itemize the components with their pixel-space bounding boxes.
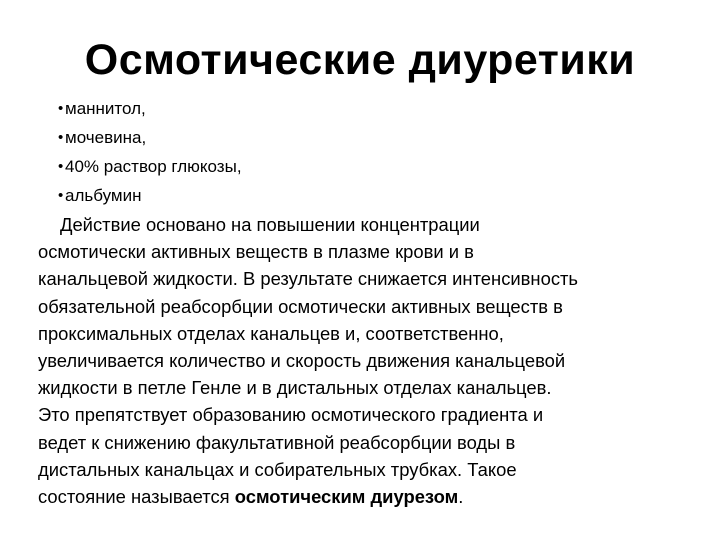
slide-title: Осмотические диуретики <box>84 36 636 84</box>
paragraph-line: жидкости в петле Генле и в дистальных отделах канальцев. <box>38 377 552 399</box>
bullet-text: маннитол, <box>65 99 146 118</box>
paragraph-line: осмотически активных веществ в плазме крови и в <box>38 241 474 263</box>
bullet-item <box>58 123 242 152</box>
paragraph-line: обязательной реабсорбции осмотически активных веществ в <box>38 295 563 317</box>
last-line-prefix: состояние называется <box>38 486 235 508</box>
paragraph-line: Действие основано на повышении концентрации <box>60 214 480 235</box>
paragraph-last-line <box>38 483 688 510</box>
bullet-text: альбумин <box>65 186 142 205</box>
bullet-marker: • <box>58 158 64 175</box>
last-line-suffix: . <box>458 486 464 508</box>
osmotic-diuresis-term: осмотическим диурезом <box>234 486 459 508</box>
bullet-item <box>58 181 242 210</box>
paragraph-line: увеличивается количество и скорость движения канальцевой <box>38 350 566 372</box>
paragraph-line: проксимальных отделах канальцев и, соответственно, <box>38 322 504 344</box>
bullet-marker: • <box>58 100 64 117</box>
paragraph-line: канальцевой жидкости. В результате снижается интенсивность <box>38 268 579 290</box>
bullet-item <box>58 94 242 123</box>
bullet-text: 40% раствор глюкозы, <box>65 157 242 176</box>
bullet-marker: • <box>58 187 64 204</box>
paragraph-line: дистальных канальцах и собирательных трубках. Такое <box>38 458 517 480</box>
description-paragraph <box>38 211 688 510</box>
paragraph-line: ведет к снижению факультативной реабсорбции воды в <box>38 431 516 453</box>
bullet-text: мочевина, <box>65 128 147 147</box>
bullet-list <box>58 94 242 210</box>
bullet-marker: • <box>58 129 64 146</box>
bullet-item <box>58 152 242 181</box>
paragraph-line: Это препятствует образованию осмотического градиента и <box>38 404 544 426</box>
